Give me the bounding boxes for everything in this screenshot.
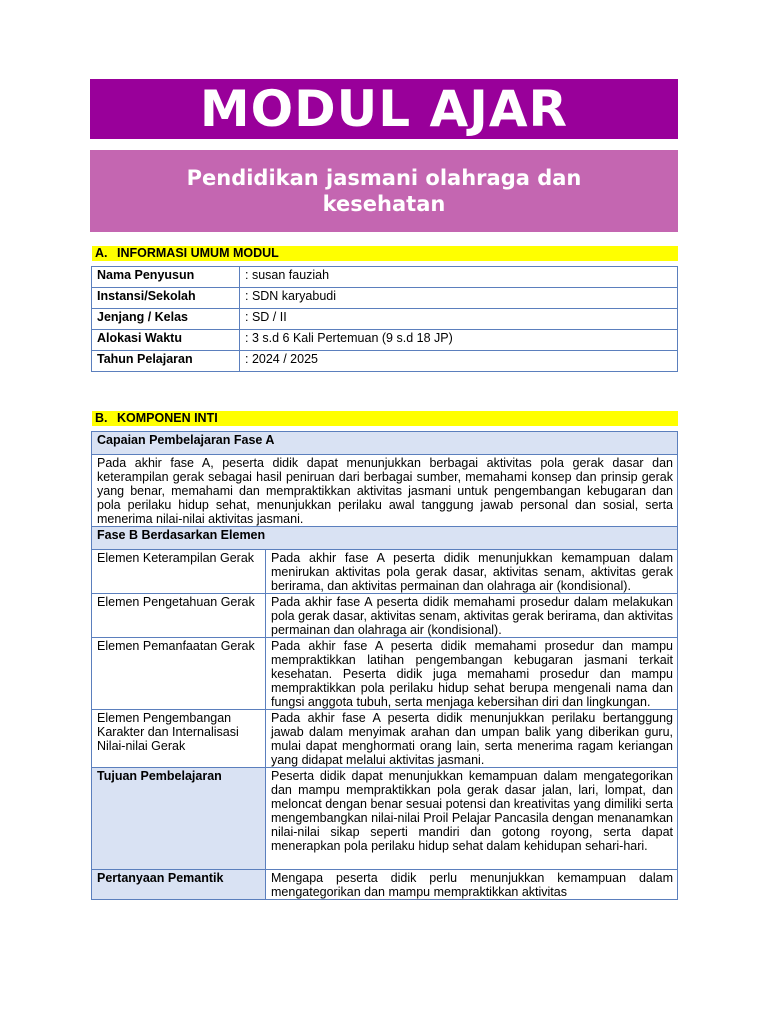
table-row bbox=[92, 288, 678, 309]
table-row bbox=[92, 638, 678, 710]
info-label: Tahun Pelajaran bbox=[92, 351, 240, 372]
element-label: Elemen Keterampilan Gerak bbox=[92, 550, 266, 594]
section-a-title: INFORMASI UMUM MODUL bbox=[117, 246, 279, 260]
info-label: Instansi/Sekolah bbox=[92, 288, 240, 309]
fase-header: Fase B Berdasarkan Elemen bbox=[92, 527, 678, 550]
table-row bbox=[92, 527, 678, 550]
info-value: : susan fauziah bbox=[240, 267, 678, 288]
komponen-table bbox=[91, 431, 678, 900]
subtitle-banner bbox=[90, 150, 678, 232]
section-b-heading bbox=[92, 411, 678, 426]
info-label: Jenjang / Kelas bbox=[92, 309, 240, 330]
tujuan-label: Tujuan Pembelajaran bbox=[92, 768, 266, 870]
info-label: Nama Penyusun bbox=[92, 267, 240, 288]
info-label: Alokasi Waktu bbox=[92, 330, 240, 351]
table-row bbox=[92, 330, 678, 351]
table-row bbox=[92, 267, 678, 288]
table-row bbox=[92, 309, 678, 330]
table-row bbox=[92, 550, 678, 594]
table-row bbox=[92, 870, 678, 900]
table-row bbox=[92, 594, 678, 638]
element-label: Elemen Pengetahuan Gerak bbox=[92, 594, 266, 638]
tujuan-text: Peserta didik dapat menunjukkan kemampuan dalam mengategorikan dan mampu mempraktikkan pola gerak dasar jalan, lari, lompat, dan meloncat dengan benar sesuai potensi dan kreativitas yang dimiliki serta mengembangkan nilai-nilai Proil Pelajar Pancasila dengan menanamkan nilai-nilai sikap seperti mandiri dan gotong royong, serta dapat menerapkan pola perilaku hidup sehat dalam kehidupan sehari-hari. bbox=[266, 768, 678, 870]
page-title: MODUL AJAR bbox=[199, 80, 569, 138]
info-value: : SDN karyabudi bbox=[240, 288, 678, 309]
section-a-number: A. bbox=[95, 246, 108, 260]
info-value: : 2024 / 2025 bbox=[240, 351, 678, 372]
capaian-text: Pada akhir fase A, peserta didik dapat menunjukkan berbagai aktivitas pola gerak dasar dan keterampilan gerak sebagai hasil peniruan dari berbagai sumber, memahami konsep dan prinsip gerak yang benar, memahami dan mempraktikkan aktivitas jasmani untuk pengembangan kebugaran dan pola perilaku hidup sehat, menunjukkan perilaku awal tanggung jawab personal dan sosial, serta menerima nilai-nilai aktivitas jasmani. bbox=[92, 455, 678, 527]
table-row bbox=[92, 455, 678, 527]
element-label: Elemen Pengembangan Karakter dan Internalisasi Nilai-nilai Gerak bbox=[92, 710, 266, 768]
capaian-header: Capaian Pembelajaran Fase A bbox=[92, 432, 678, 455]
table-row bbox=[92, 432, 678, 455]
table-row bbox=[92, 351, 678, 372]
info-value: : 3 s.d 6 Kali Pertemuan (9 s.d 18 JP) bbox=[240, 330, 678, 351]
element-text: Pada akhir fase A peserta didik memahami prosedur dan mampu mempraktikkan latihan pengembangan kebugaran jasmani terkait kesehatan. Peserta didik juga memahami prosedur dan mampu mempraktikkan pola perilaku hidup sehat berupa mengenali nama dan fungsi anggota tubuh, serta menjaga kebersihan diri dan lingkungan. bbox=[266, 638, 678, 710]
table-row bbox=[92, 768, 678, 870]
pemantik-label: Pertanyaan Pemantik bbox=[92, 870, 266, 900]
section-a-heading bbox=[92, 246, 678, 261]
element-text: Pada akhir fase A peserta didik menunjukkan perilaku bertanggung jawab dalam menyimak arahan dan umpan balik yang diberikan guru, mulai dapat menghormati orang lain, serta menerima ragam keriangan yang didapat melalui aktivitas jasmani. bbox=[266, 710, 678, 768]
info-table bbox=[91, 266, 678, 372]
element-text: Pada akhir fase A peserta didik memahami prosedur dalam melakukan pola gerak dasar, aktivitas senam, aktivitas gerak berirama, dan aktivitas permainan dan olahraga air (kondisional). bbox=[266, 594, 678, 638]
section-b-number: B. bbox=[95, 411, 108, 425]
element-label: Elemen Pemanfaatan Gerak bbox=[92, 638, 266, 710]
title-banner bbox=[90, 79, 678, 139]
info-value: : SD / II bbox=[240, 309, 678, 330]
section-b-title: KOMPONEN INTI bbox=[117, 411, 218, 425]
pemantik-text: Mengapa peserta didik perlu menunjukkan kemampuan dalam mengategorikan dan mampu mempraktikkan aktivitas bbox=[266, 870, 678, 900]
element-text: Pada akhir fase A peserta didik menunjukkan kemampuan dalam menirukan aktivitas pola gerak dasar, aktivitas senam, aktivitas gerak berirama, dan aktivitas permainan dan olahraga air (kondisional). bbox=[266, 550, 678, 594]
table-row bbox=[92, 710, 678, 768]
page-subtitle: Pendidikan jasmani olahraga dan kesehatan bbox=[186, 166, 582, 216]
